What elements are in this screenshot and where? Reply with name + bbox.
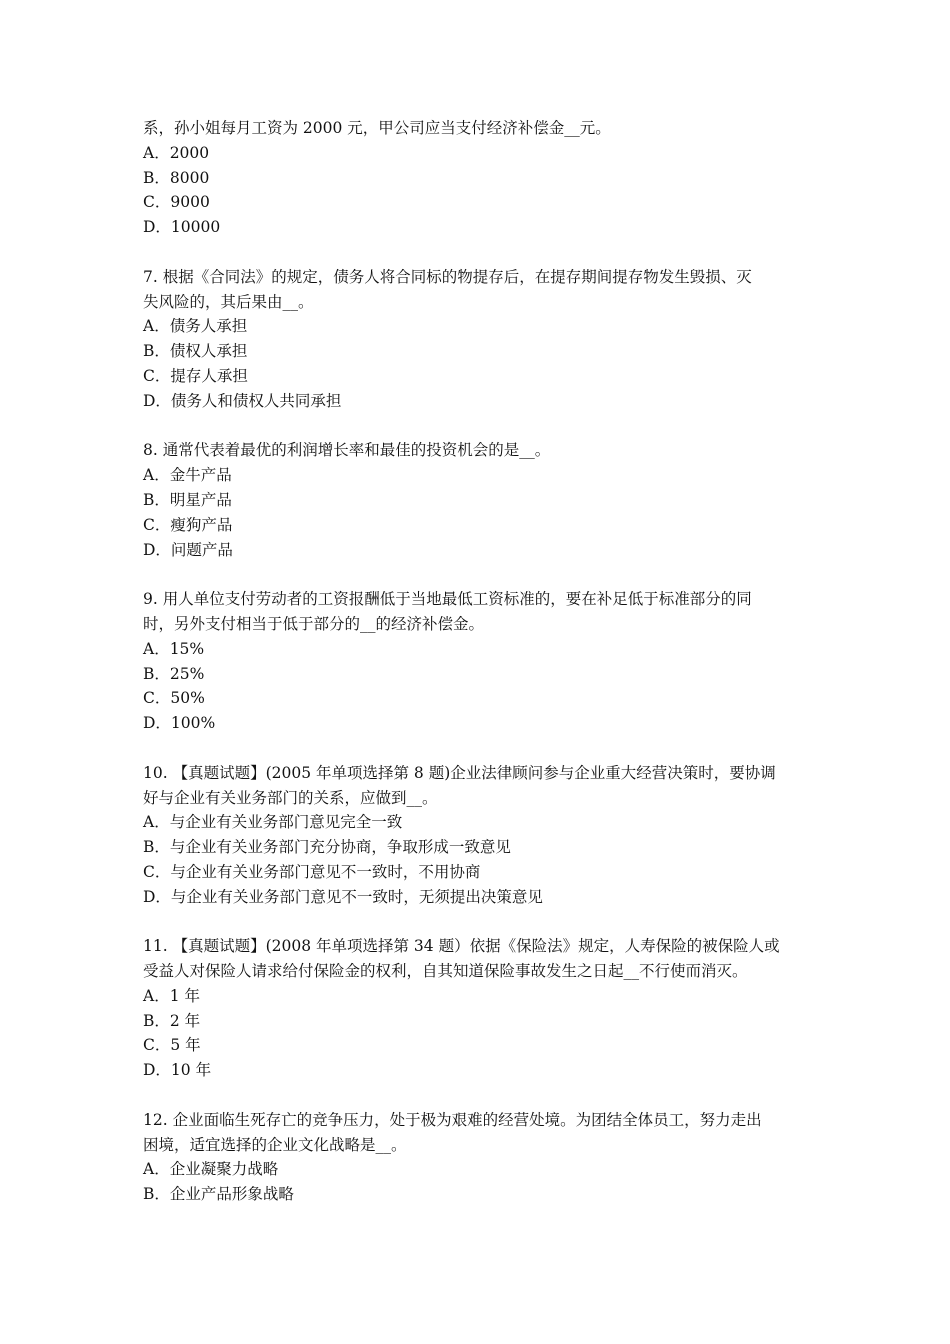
- option-c: C．9000: [143, 193, 210, 212]
- question-item: [143, 438, 813, 562]
- stem-line: 困境，适宜选择的企业文化战略是__。: [143, 1135, 407, 1154]
- option-a: A．1 年: [143, 986, 200, 1005]
- option-c: C．瘦狗产品: [143, 515, 233, 534]
- question-stem: [143, 761, 813, 811]
- option-c: C．提存人承担: [143, 366, 248, 385]
- stem-line: 时，另外支付相当于低于部分的__的经济补偿金。: [143, 614, 485, 633]
- stem-line: 9. 用人单位支付劳动者的工资报酬低于当地最低工资标准的，要在补足低于标准部分的同: [143, 590, 752, 609]
- option-c: C．5 年: [143, 1036, 201, 1055]
- option-d: D．10 年: [143, 1061, 212, 1080]
- option-b: B．债权人承担: [143, 342, 248, 361]
- option-d: D．10000: [143, 218, 221, 237]
- stem-line: 10. 【真题试题】(2005 年单项选择第 8 题)企业法律顾问参与企业重大经营决策时，要协调: [143, 763, 776, 782]
- question-item: [143, 265, 813, 414]
- option-a: A．与企业有关业务部门意见完全一致: [143, 813, 403, 832]
- option-b: B．8000: [143, 168, 210, 187]
- stem-line: 系，孙小姐每月工资为 2000 元，甲公司应当支付经济补偿金__元。: [143, 119, 611, 137]
- option-b: B．2 年: [143, 1011, 201, 1030]
- stem-line: 11. 【真题试题】(2008 年单项选择第 34 题）依据《保险法》规定，人寿保险的被保险人或: [143, 937, 780, 956]
- question-stem: [143, 934, 813, 984]
- option-a: A．15%: [143, 639, 205, 658]
- question-item: [143, 1108, 813, 1207]
- option-d: D．问题产品: [143, 540, 233, 559]
- question-stem: [143, 1108, 813, 1158]
- question-stem: [143, 116, 813, 141]
- stem-line: 失风险的，其后果由__。: [143, 292, 314, 311]
- stem-line: 受益人对保险人请求给付保险金的权利，自其知道保险事故发生之日起__不行使而消灭。: [143, 962, 748, 981]
- option-d: D．债务人和债权人共同承担: [143, 391, 342, 410]
- option-a: A．2000: [143, 143, 210, 162]
- option-a: A．金牛产品: [143, 466, 232, 485]
- question-item: [143, 116, 813, 240]
- stem-line: 12. 企业面临生死存亡的竞争压力，处于极为艰难的经营处境。为团结全体员工，努力走出: [143, 1110, 762, 1129]
- option-b: B．与企业有关业务部门充分协商，争取形成一致意见: [143, 838, 511, 857]
- stem-line: 7. 根据《合同法》的规定，债务人将合同标的物提存后，在提存期间提存物发生毁损、灭: [143, 267, 752, 286]
- option-d: D．100%: [143, 714, 216, 733]
- stem-line: 好与企业有关业务部门的关系，应做到__。: [143, 788, 438, 807]
- option-c: C．与企业有关业务部门意见不一致时，不用协商: [143, 862, 481, 881]
- option-b: B．25%: [143, 664, 205, 683]
- stem-line: 8. 通常代表着最优的利润增长率和最佳的投资机会的是__。: [143, 441, 551, 460]
- question-item: [143, 761, 813, 910]
- option-c: C．50%: [143, 689, 205, 708]
- question-stem: [143, 438, 813, 463]
- option-d: D．与企业有关业务部门意见不一致时，无须提出决策意见: [143, 887, 543, 906]
- question-stem: [143, 587, 813, 637]
- question-stem: [143, 265, 813, 315]
- question-list: [143, 116, 813, 1207]
- option-a: A．企业凝聚力战略: [143, 1160, 279, 1179]
- option-b: B．企业产品形象战略: [143, 1185, 294, 1204]
- option-b: B．明星产品: [143, 490, 232, 509]
- option-a: A．债务人承担: [143, 317, 248, 336]
- question-item: [143, 587, 813, 736]
- question-item: [143, 934, 813, 1083]
